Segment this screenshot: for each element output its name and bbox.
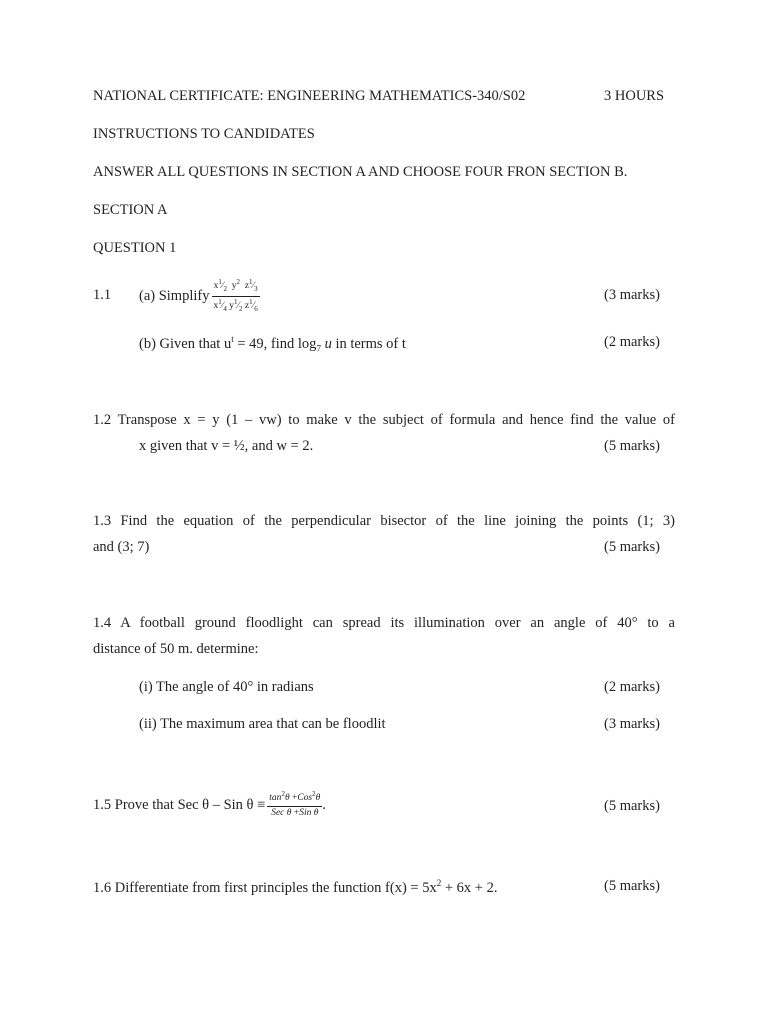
q1-1-number: 1.1 (93, 287, 112, 303)
exam-duration: 3 HOURS (604, 88, 665, 104)
q1-4-ii-marks: (3 marks) (604, 716, 660, 732)
exam-title: NATIONAL CERTIFICATE: ENGINEERING MATHEMATICS-340/S02 (93, 88, 526, 104)
q1-3-line2: and (3; 7) (93, 539, 150, 555)
q1-2-line2: x given that v = ½, and w = 2. (139, 438, 314, 454)
section-heading: SECTION A (93, 202, 168, 218)
q1-5-text: 1.5 Prove that Sec θ – Sin θ ≡ (93, 796, 266, 813)
q1-1b-variable: u (320, 335, 332, 352)
instructions-heading: INSTRUCTIONS TO CANDIDATES (93, 126, 315, 142)
fraction-numerator: $x^1⁄_2$ $y^2$ $z^1⁄_3$ (212, 279, 260, 296)
q1-5-question (93, 785, 326, 825)
fraction-denominator: $x^1⁄_4$ $y^1⁄_2$ $z^1⁄_6$ (213, 297, 258, 313)
q1-6-exponent: 2 (436, 878, 442, 888)
q1-4-line2: distance of 50 m. determine: (93, 641, 259, 657)
q1-4-ii-text: (ii) The maximum area that can be floodlit (139, 716, 386, 732)
identity-denominator: Sec θ +Sin θ (271, 808, 319, 819)
q1-6-question (93, 878, 497, 897)
q1-5-period: . (322, 796, 326, 813)
q1-4-i-marks: (2 marks) (604, 679, 660, 695)
question-heading: QUESTION 1 (93, 240, 177, 256)
q1-2-line1: 1.2 Transpose x = y (1 – vw) to make v the subject of formula and hence find the value of (93, 412, 675, 428)
q1-4-i-text: (i) The angle of 40° in radians (139, 679, 314, 695)
q1-1b-text-mid: = 49, find log (233, 335, 317, 352)
q1-2-marks: (5 marks) (604, 438, 660, 454)
q1-1b-text-before: (b) Given that u (139, 335, 232, 352)
q1-1b-text-after: in terms of t (331, 335, 406, 352)
identity-fraction (267, 791, 322, 818)
q1-1b-question (139, 334, 406, 354)
q1-1a-question (139, 276, 260, 316)
q1-6-marks: (5 marks) (604, 878, 660, 894)
q1-5-marks: (5 marks) (604, 798, 660, 814)
simplify-fraction (211, 279, 259, 312)
q1-1a-marks: (3 marks) (604, 287, 660, 303)
q1-6-text-before: 1.6 Differentiate from first principles the function f(x) = 5x (93, 879, 437, 896)
q1-1a-label: (a) Simplify (139, 287, 210, 304)
q1-6-text-after: + 6x + 2. (441, 879, 498, 896)
q1-1b-marks: (2 marks) (604, 334, 660, 350)
q1-1b-exponent: t (231, 334, 234, 344)
q1-4-line1: 1.4 A football ground floodlight can spread its illumination over an angle of 40° to a (93, 615, 675, 631)
q1-3-line1: 1.3 Find the equation of the perpendicular bisector of the line joining the points (1; 3) (93, 513, 675, 529)
q1-1b-log-base: 7 (316, 343, 321, 354)
instructions-text: ANSWER ALL QUESTIONS IN SECTION A AND CHOOSE FOUR FRON SECTION B. (93, 164, 628, 180)
identity-numerator: $\tan^2\theta +Cos^2\theta$ (267, 791, 322, 807)
q1-3-marks: (5 marks) (604, 539, 660, 555)
